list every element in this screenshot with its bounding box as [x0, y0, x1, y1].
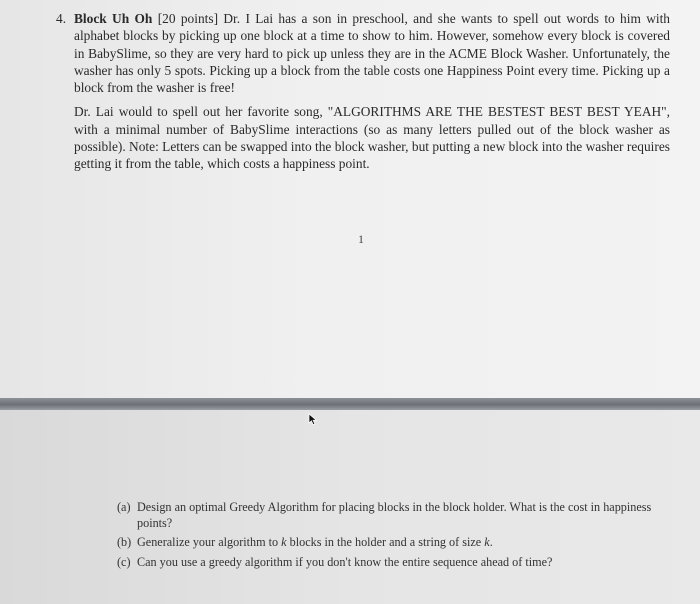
page-divider-bar — [0, 398, 700, 410]
problem-paragraph-1 — [56, 10, 671, 96]
variable-k: k — [484, 535, 490, 550]
subquestion-b-text-1: Generalize your algorithm to — [137, 535, 282, 550]
subquestions-list — [117, 500, 665, 574]
subquestion-text: Design an optimal Greedy Algorithm for placing blocks in the block holder. What is the cost in happiness points? — [137, 500, 652, 530]
problem-number: 4. — [56, 11, 67, 26]
subquestion-text — [137, 535, 665, 551]
subquestion-b-text-3: . — [489, 535, 493, 550]
page-number: 1 — [358, 232, 364, 246]
subquestion-text: Can you use a greedy algorithm if you don't know the entire sequence ahead of time? — [137, 554, 553, 569]
problem-paragraph-2: Dr. Lai would to spell out her favorite song, "ALGORITHMS ARE THE BESTEST BEST BEST YEAH", with a minimal number of BabySlime interactions (so as many letters pulled out of the block washer as possible). Note: Letters can be swapped into the block washer, but putting a new block into the washer requires getting it from the table, which costs a happiness point. — [74, 104, 670, 172]
mouse-cursor-icon — [308, 411, 319, 430]
subquestion-label: (a) — [117, 500, 131, 514]
subquestion-b-text-2: blocks in the holder and a string of size — [286, 535, 485, 550]
problem-statement — [56, 10, 671, 173]
subquestion-a — [117, 500, 665, 531]
subquestion-label: (b) — [117, 535, 132, 550]
variable-k: k — [281, 535, 287, 550]
subquestion-b — [117, 535, 665, 551]
subquestion-label: (c) — [117, 554, 131, 569]
problem-title: Block Uh Oh — [74, 11, 153, 26]
problem-text-1: Dr. I Lai has a son in preschool, and she wants to spell out words to him with alphabet blocks by picking up one block at a time to show to him. However, somehow every block is covered in BabySlime, so they are very hard to pick up unless they are in the ACME Block Washer. Unfortunately, the washer has only 5 spots. Picking up a block from the table costs one Happiness Point every time. Picking up a block from the washer is free! — [74, 11, 671, 96]
subquestion-c — [117, 555, 665, 571]
problem-points: [20 points] — [157, 11, 219, 26]
